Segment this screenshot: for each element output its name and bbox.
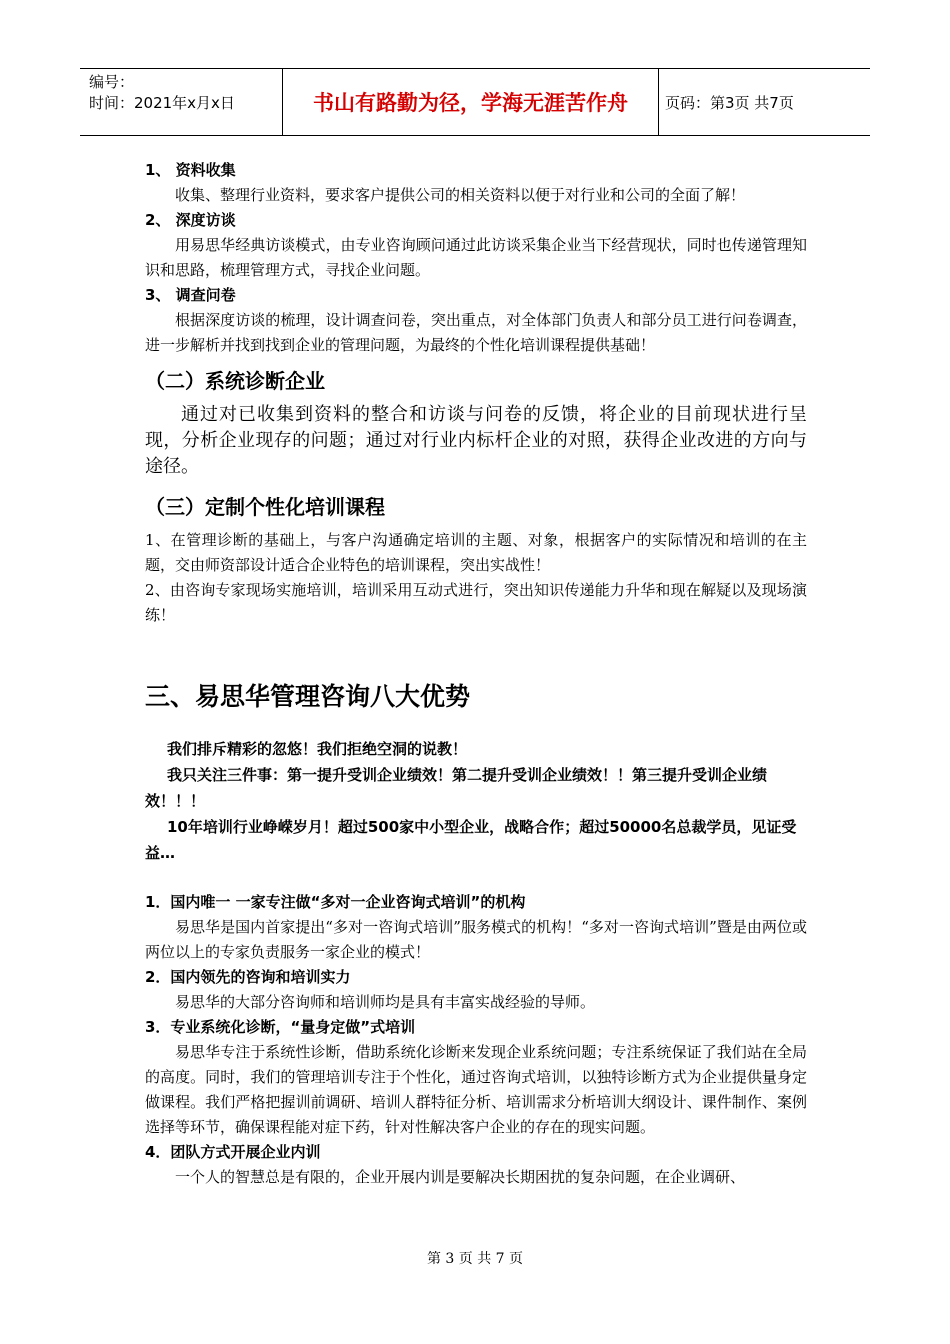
item-title: 3、 调查问卷	[145, 286, 236, 304]
page-header	[80, 68, 870, 136]
advantage-title: 3．专业系统化诊断，“量身定做”式培训	[145, 1018, 416, 1036]
section-c-p2: 2、由咨询专家现场实施培训，培训采用互动式进行，突出知识传递能力升华和现在解疑以及现场演练！	[145, 581, 807, 624]
number-label: 编号：	[89, 73, 135, 91]
section-c-title: （三）定制个性化培训课程	[145, 495, 385, 519]
item-body: 根据深度访谈的梳理，设计调查问卷，突出重点，对全体部门负责人和部分员工进行问卷调查，进一步解析并找到找到企业的管理问题，为最终的个性化培训课程提供基础！	[145, 311, 807, 354]
section-a	[145, 158, 807, 358]
advantages-list	[145, 890, 807, 1190]
time-label: 时间：2021年x月x日	[89, 94, 235, 112]
item-title: 1、 资料收集	[145, 161, 236, 179]
page-footer: 第 3 页 共 7 页	[426, 1251, 524, 1267]
advantage-body: 易思华是国内首家提出“多对一咨询式培训”服务模式的机构！“多对一咨询式培训”暨是由两位或两位以上的专家负责服务一家企业的模式！	[145, 918, 807, 961]
slogan: 我们排斥精彩的忽悠！我们拒绝空洞的说教！	[167, 740, 468, 758]
document-body	[145, 158, 807, 1190]
item-body: 收集、整理行业资料，要求客户提供公司的相关资料以便于对行业和公司的全面了解！	[175, 186, 746, 204]
advantage-body: 易思华的大部分咨询师和培训师均是具有丰富实战经验的导师。	[175, 993, 596, 1011]
advantage-title: 1．国内唯一 一家专注做“多对一企业咨询式培训”的机构	[145, 893, 526, 911]
advantage-title: 4．团队方式开展企业内训	[145, 1143, 321, 1161]
section-3-title: 三、易思华管理咨询八大优势	[145, 682, 471, 711]
slogan: 10年培训行业峥嵘岁月！超过500家中小型企业，战略合作；超过50000名总裁学员，见证受益…	[145, 818, 797, 862]
item-body: 用易思华经典访谈模式，由专业咨询顾问通过此访谈采集企业当下经营现状，同时也传递管理知识和思路，梳理管理方式，寻找企业问题。	[145, 236, 807, 279]
header-meta	[80, 69, 282, 135]
slogan: 我只关注三件事：第一提升受训企业绩效！第二提升受训企业绩效！！第三提升受训企业绩效！！！	[145, 766, 768, 810]
advantage-title: 2．国内领先的咨询和培训实力	[145, 968, 351, 986]
header-page-info: 页码：第3页 共7页	[665, 93, 794, 112]
section-b-title: （二）系统诊断企业	[145, 369, 325, 393]
section-b-body: 通过对已收集到资料的整合和访谈与问卷的反馈，将企业的目前现状进行呈现，分析企业现存的问题；通过对行业内标杆企业的对照，获得企业改进的方向与途径。	[145, 404, 807, 477]
item-title: 2、 深度访谈	[145, 211, 236, 229]
advantage-body: 一个人的智慧总是有限的，企业开展内训是要解决长期困扰的复杂问题，在企业调研、	[175, 1168, 746, 1186]
header-motto: 书山有路勤为径，学海无涯苦作舟	[282, 69, 659, 135]
advantage-body: 易思华专注于系统性诊断，借助系统化诊断来发现企业系统问题；专注系统保证了我们站在全局的高度。同时，我们的管理培训专注于个性化，通过咨询式培训，以独特诊断方式为企业提供量身定做课程。我们严格把握训前调研、培训人群特征分析、培训需求分析培训大纲设计、课件制作、案例选择等环节，确保课程能对症下药，针对性解决客户企业的存在的现实问题。	[145, 1043, 807, 1136]
section-c-p1: 1、在管理诊断的基础上，与客户沟通确定培训的主题、对象，根据客户的实际情况和培训的在主题，交由师资部设计适合企业特色的培训课程，突出实战性！	[145, 531, 807, 574]
